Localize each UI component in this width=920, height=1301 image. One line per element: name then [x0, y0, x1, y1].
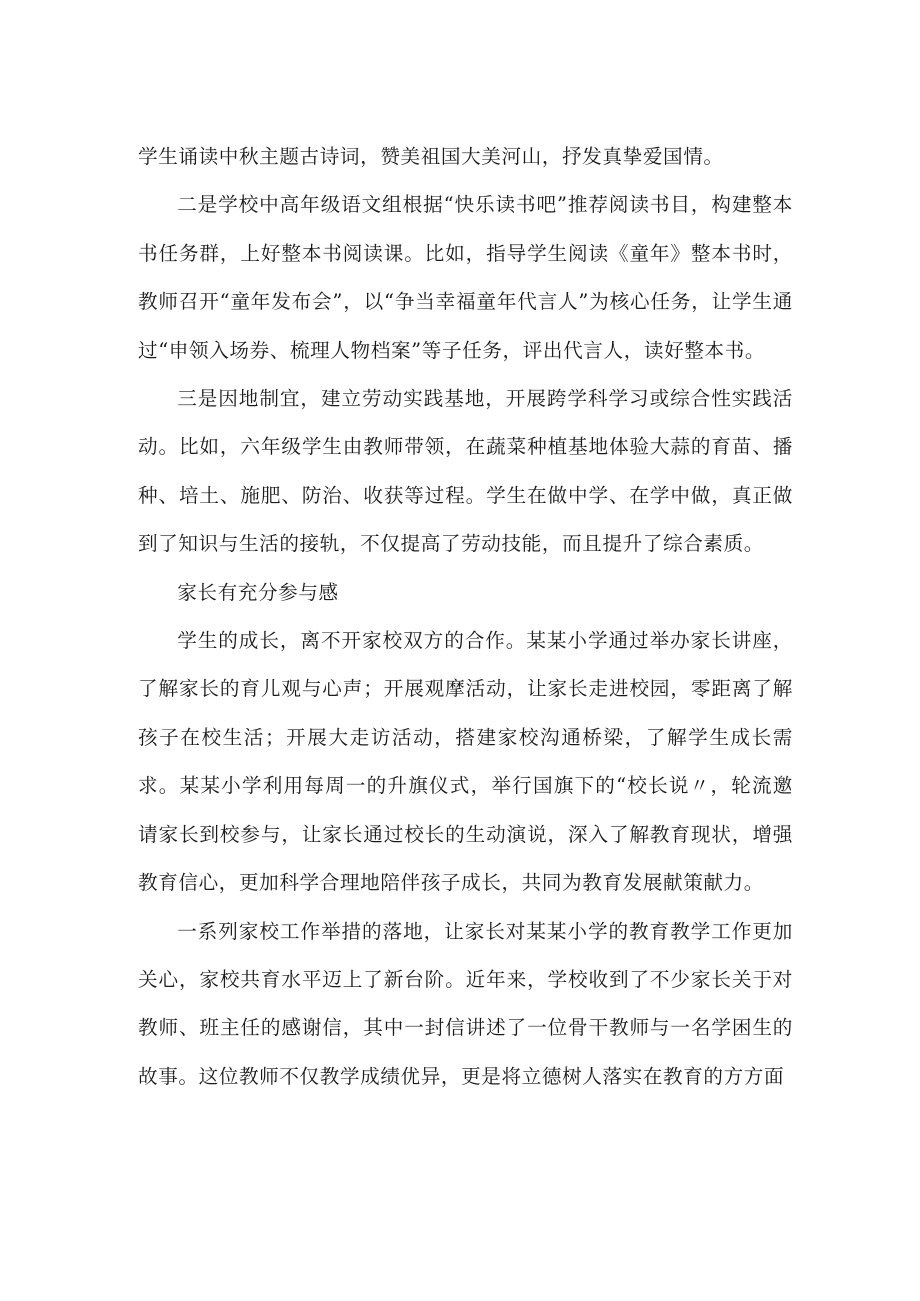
paragraph-home-school-cooperation: 学生的成长，离不开家校双方的合作。某某小学通过举办家长讲座，了解家长的育儿观与心声；开展观摩活动，让家长走进校园，零距离了解孩子在校生活；开展大走访活动，搭建家校沟通桥梁，了解学生成长需求。某某小学利用每周一的升旗仪式，举行国旗下的“校长说〃，轮流邀请家长到校参与，让家长通过校长的生动演说，深入了解教育现状，增强教育信心，更加科学合理地陪伴孩子成长，共同为教育发展献策献力。	[138, 629, 793, 895]
paragraph-reading-task-group: 二是学校中高年级语文组根据“快乐读书吧”推荐阅读书目，构建整本书任务群，上好整本书阅读课。比如，指导学生阅读《童年》整本书时，教师召开“童年发布会”，以“争当幸福童年代言人”为核心任务，让学生通过“申领入场券、梳理人物档案”等子任务，评出代言人，读好整本书。	[138, 193, 793, 362]
paragraph-labor-practice: 三是因地制宜，建立劳动实践基地，开展跨学科学习或综合性实践活动。比如，六年级学生由教师带领，在蔬菜种植基地体验大蒜的育苗、播种、培土、施肥、防治、收获等过程。学生在做中学、在学中做，真正做到了知识与生活的接轨，不仅提高了劳动技能，而且提升了综合素质。	[138, 387, 793, 556]
document-body	[138, 133, 793, 1101]
section-heading-parent-participation: 家长有充分参与感	[177, 580, 339, 604]
paragraph-co-education-results: 一系列家校工作举措的落地，让家长对某某小学的教育教学工作更加关心，家校共育水平迈上了新台阶。近年来，学校收到了不少家长关于对教师、班主任的感谢信，其中一封信讲述了一位骨干教师与一名学困生的故事。这位教师不仅教学成绩优异，更是将立德树人落实在教育的方方面	[138, 919, 793, 1088]
paragraph-continuation: 学生诵读中秋主题古诗词，赞美祖国大美河山，抒发真挚爱国情。	[138, 145, 724, 168]
